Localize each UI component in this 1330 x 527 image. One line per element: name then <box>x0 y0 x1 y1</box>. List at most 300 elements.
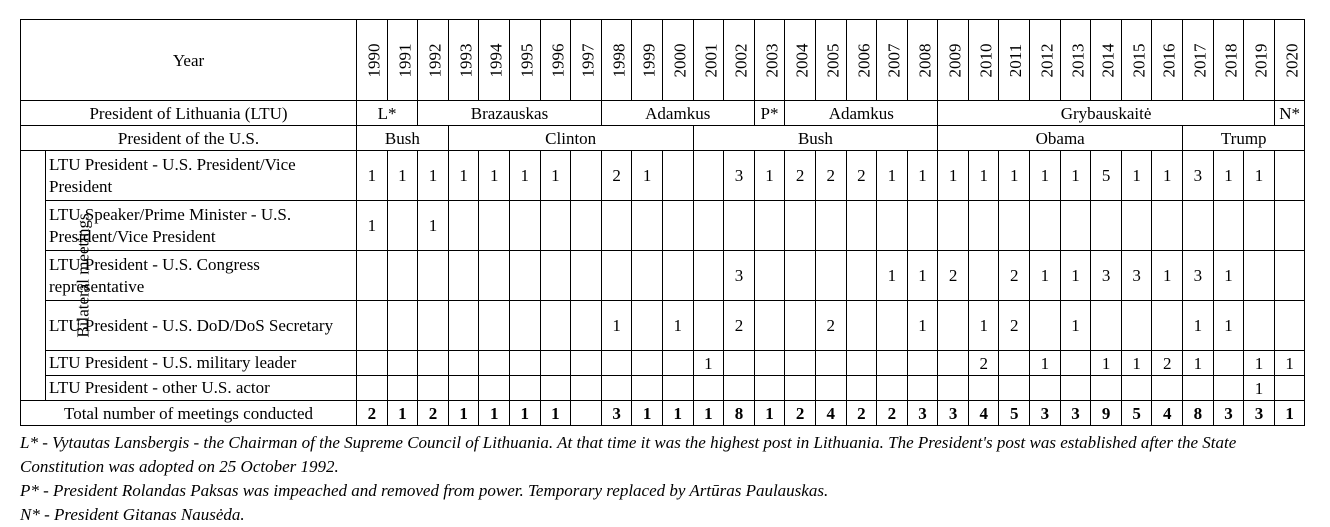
meeting-count <box>662 151 693 201</box>
meeting-count <box>479 376 510 401</box>
meeting-count <box>1274 301 1305 351</box>
meeting-count <box>999 376 1030 401</box>
year-label: 1997 <box>578 43 598 77</box>
meeting-category-label: LTU Speaker/Prime Minister - U.S. President/Vice President <box>46 201 357 251</box>
meeting-count <box>540 251 571 301</box>
meeting-count: 2 <box>999 251 1030 301</box>
year-cell <box>601 20 632 101</box>
meeting-count <box>693 151 724 201</box>
us-president-name: Clinton <box>448 126 693 151</box>
meeting-count: 1 <box>1030 251 1061 301</box>
meeting-count <box>785 251 816 301</box>
meeting-count <box>448 251 479 301</box>
year-cell <box>907 20 938 101</box>
year-cell <box>999 20 1030 101</box>
meeting-count <box>479 301 510 351</box>
meeting-count <box>754 251 785 301</box>
year-label: 1996 <box>548 43 568 77</box>
meeting-count <box>1244 301 1275 351</box>
year-label: 2015 <box>1129 43 1149 77</box>
meeting-count <box>601 251 632 301</box>
year-label: 2001 <box>701 43 721 77</box>
footnote-p-star: P* - President Rolandas Paksas was impeached and removed from power. Temporary replaced by Artūras Paulauskas. <box>20 481 829 500</box>
meeting-count <box>571 301 602 351</box>
meeting-count <box>907 201 938 251</box>
meeting-count: 1 <box>754 151 785 201</box>
meeting-count: 1 <box>968 301 999 351</box>
meeting-count <box>877 301 908 351</box>
meeting-count: 3 <box>1091 251 1122 301</box>
year-label: 1991 <box>395 43 415 77</box>
meeting-count: 1 <box>1121 151 1152 201</box>
year-cell <box>1121 20 1152 101</box>
meeting-count: 1 <box>1030 151 1061 201</box>
total-count: 1 <box>754 401 785 426</box>
meeting-count <box>724 351 755 376</box>
meeting-count <box>938 376 969 401</box>
meeting-count: 1 <box>1121 351 1152 376</box>
total-count: 5 <box>999 401 1030 426</box>
meeting-count: 1 <box>968 151 999 201</box>
total-count: 4 <box>968 401 999 426</box>
meeting-count <box>1213 201 1244 251</box>
meeting-count <box>1244 251 1275 301</box>
meeting-row <box>21 351 1305 376</box>
meeting-category-label: LTU President - U.S. President/Vice President <box>46 151 357 201</box>
meeting-count <box>357 301 388 351</box>
total-count: 2 <box>418 401 449 426</box>
meeting-count <box>357 251 388 301</box>
year-cell <box>785 20 816 101</box>
year-label: 2012 <box>1037 43 1057 77</box>
meeting-count <box>815 351 846 376</box>
meeting-count <box>1152 201 1183 251</box>
meeting-count <box>387 201 418 251</box>
meeting-count: 1 <box>1183 351 1214 376</box>
meeting-count: 3 <box>724 151 755 201</box>
meeting-count: 2 <box>815 151 846 201</box>
meeting-count: 1 <box>1152 151 1183 201</box>
meeting-count: 1 <box>540 151 571 201</box>
meeting-count <box>999 201 1030 251</box>
total-count: 3 <box>938 401 969 426</box>
meeting-count: 1 <box>1060 301 1091 351</box>
total-count: 3 <box>1213 401 1244 426</box>
year-cell <box>662 20 693 101</box>
year-cell <box>540 20 571 101</box>
meeting-count <box>448 351 479 376</box>
meeting-count <box>448 301 479 351</box>
year-label: 1990 <box>364 43 384 77</box>
meeting-count: 1 <box>1060 151 1091 201</box>
meeting-count <box>540 301 571 351</box>
meeting-count <box>540 351 571 376</box>
year-label: 2014 <box>1098 43 1118 77</box>
meeting-count <box>1244 201 1275 251</box>
meeting-count <box>693 201 724 251</box>
year-label: 2017 <box>1190 43 1210 77</box>
total-count: 1 <box>448 401 479 426</box>
meeting-count <box>877 376 908 401</box>
meeting-count: 2 <box>999 301 1030 351</box>
us-president-name: Bush <box>693 126 938 151</box>
year-label: 2007 <box>884 43 904 77</box>
meeting-count: 5 <box>1091 151 1122 201</box>
total-count: 2 <box>877 401 908 426</box>
ltu-president-name: N* <box>1274 101 1305 126</box>
meeting-count <box>754 376 785 401</box>
meeting-count <box>1183 201 1214 251</box>
meeting-count: 1 <box>877 251 908 301</box>
meeting-count <box>815 251 846 301</box>
year-cell <box>1152 20 1183 101</box>
year-label: 2002 <box>731 43 751 77</box>
meeting-count <box>1030 201 1061 251</box>
year-cell <box>571 20 602 101</box>
meeting-count: 2 <box>938 251 969 301</box>
year-cell <box>815 20 846 101</box>
meeting-count: 1 <box>1091 351 1122 376</box>
year-label: 2019 <box>1251 43 1271 77</box>
total-count: 8 <box>1183 401 1214 426</box>
meeting-count: 1 <box>1274 351 1305 376</box>
total-count: 3 <box>907 401 938 426</box>
meeting-count <box>509 201 540 251</box>
year-cell <box>877 20 908 101</box>
meeting-count: 1 <box>1060 251 1091 301</box>
meeting-count: 1 <box>907 151 938 201</box>
year-label: 1995 <box>517 43 537 77</box>
footnotes <box>20 431 1320 527</box>
us-president-name: Trump <box>1183 126 1305 151</box>
us-president-name: Bush <box>357 126 449 151</box>
meeting-count <box>1060 376 1091 401</box>
meeting-count <box>1030 376 1061 401</box>
year-label: 2005 <box>823 43 843 77</box>
meeting-count: 1 <box>418 151 449 201</box>
ltu-president-name: Brazauskas <box>418 101 602 126</box>
ltu-president-label: President of Lithuania (LTU) <box>21 101 357 126</box>
meeting-count <box>662 201 693 251</box>
meeting-count: 2 <box>846 151 877 201</box>
meeting-count <box>754 351 785 376</box>
total-count: 3 <box>1060 401 1091 426</box>
total-count: 1 <box>387 401 418 426</box>
meeting-count <box>418 301 449 351</box>
meeting-count <box>1091 201 1122 251</box>
meeting-count: 1 <box>938 151 969 201</box>
meeting-count <box>877 201 908 251</box>
meeting-count: 1 <box>448 151 479 201</box>
meeting-count <box>1121 301 1152 351</box>
meeting-count <box>1091 301 1122 351</box>
total-count: 1 <box>693 401 724 426</box>
meeting-count <box>1274 251 1305 301</box>
year-cell <box>846 20 877 101</box>
meeting-count <box>846 351 877 376</box>
footnote-l-star: L* - Vytautas Lansbergis - the Chairman of the Supreme Council of Lithuania. At that time it was the highest post in Lithuania. The President's post was established after the State Constitution was adopted on 25 October 1992. <box>20 433 1237 476</box>
meeting-count: 1 <box>999 151 1030 201</box>
year-row <box>21 20 1305 101</box>
meeting-count <box>1060 351 1091 376</box>
meeting-count <box>387 251 418 301</box>
year-cell <box>479 20 510 101</box>
year-cell <box>1030 20 1061 101</box>
meeting-row <box>21 376 1305 401</box>
year-label: 1994 <box>486 43 506 77</box>
year-cell <box>1091 20 1122 101</box>
year-label: 2018 <box>1221 43 1241 77</box>
meeting-count: 1 <box>1183 301 1214 351</box>
meeting-row <box>21 301 1305 351</box>
total-count: 1 <box>662 401 693 426</box>
meeting-count <box>1274 376 1305 401</box>
meeting-count: 2 <box>785 151 816 201</box>
meeting-count: 1 <box>479 151 510 201</box>
year-label: 1992 <box>425 43 445 77</box>
meeting-count <box>1030 301 1061 351</box>
year-label: 2010 <box>976 43 996 77</box>
meeting-count <box>540 376 571 401</box>
meeting-count: 3 <box>724 251 755 301</box>
meeting-count: 1 <box>357 151 388 201</box>
total-label: Total number of meetings conducted <box>21 401 357 426</box>
us-president-name: Obama <box>938 126 1183 151</box>
meeting-count: 3 <box>1183 151 1214 201</box>
meeting-count <box>785 376 816 401</box>
totals-row <box>21 401 1305 426</box>
meeting-category-label: LTU President - other U.S. actor <box>46 376 357 401</box>
meeting-category-label: LTU President - U.S. military leader <box>46 351 357 376</box>
meeting-count: 2 <box>601 151 632 201</box>
meeting-count <box>632 376 663 401</box>
meeting-count: 2 <box>815 301 846 351</box>
meeting-count <box>815 201 846 251</box>
meeting-count <box>509 301 540 351</box>
meeting-row <box>21 201 1305 251</box>
year-cell <box>387 20 418 101</box>
meeting-count <box>877 351 908 376</box>
meeting-count <box>418 351 449 376</box>
year-label: 2003 <box>762 43 782 77</box>
total-count <box>571 401 602 426</box>
us-president-label: President of the U.S. <box>21 126 357 151</box>
year-label: 2006 <box>854 43 874 77</box>
meeting-count: 2 <box>724 301 755 351</box>
meeting-count <box>601 201 632 251</box>
meeting-count <box>815 376 846 401</box>
year-cell <box>1060 20 1091 101</box>
year-cell <box>693 20 724 101</box>
meeting-count <box>418 376 449 401</box>
meeting-count <box>1183 376 1214 401</box>
us-president-row <box>21 126 1305 151</box>
year-label: 1998 <box>609 43 629 77</box>
meeting-count <box>1152 376 1183 401</box>
meeting-count <box>938 351 969 376</box>
meeting-count <box>968 376 999 401</box>
meeting-category-label: LTU President - U.S. Congress representative <box>46 251 357 301</box>
meeting-count: 1 <box>1244 376 1275 401</box>
year-label: 2009 <box>945 43 965 77</box>
year-cell <box>968 20 999 101</box>
meeting-count: 1 <box>357 201 388 251</box>
total-count: 2 <box>785 401 816 426</box>
meeting-count <box>662 351 693 376</box>
total-count: 1 <box>632 401 663 426</box>
meeting-count: 3 <box>1183 251 1214 301</box>
year-label: 1993 <box>456 43 476 77</box>
year-label: 2020 <box>1282 43 1302 77</box>
meeting-count <box>1060 201 1091 251</box>
year-label: 2013 <box>1068 43 1088 77</box>
total-count: 3 <box>1244 401 1275 426</box>
total-count: 5 <box>1121 401 1152 426</box>
footnote-n-star: N* - President Gitanas Nausėda. <box>20 505 245 524</box>
meeting-row <box>21 151 1305 201</box>
total-count: 3 <box>601 401 632 426</box>
year-cell <box>724 20 755 101</box>
year-cell <box>1244 20 1275 101</box>
meeting-count <box>968 201 999 251</box>
meeting-count <box>693 301 724 351</box>
meeting-count <box>1152 301 1183 351</box>
year-cell <box>418 20 449 101</box>
meeting-count <box>1121 201 1152 251</box>
meeting-count <box>632 301 663 351</box>
ltu-president-name: Grybauskaitė <box>938 101 1275 126</box>
year-cell <box>1274 20 1305 101</box>
year-cell <box>357 20 388 101</box>
total-count: 8 <box>724 401 755 426</box>
year-cell <box>448 20 479 101</box>
meeting-count <box>509 251 540 301</box>
meeting-count: 1 <box>907 251 938 301</box>
meeting-count <box>571 251 602 301</box>
year-header: Year <box>21 20 357 101</box>
meeting-count <box>999 351 1030 376</box>
meeting-count <box>724 201 755 251</box>
meeting-count <box>846 376 877 401</box>
year-cell <box>509 20 540 101</box>
year-label: 2011 <box>1006 43 1026 77</box>
meeting-count <box>907 376 938 401</box>
meeting-count <box>571 351 602 376</box>
meeting-count <box>662 376 693 401</box>
ltu-president-name: L* <box>357 101 418 126</box>
total-count: 2 <box>846 401 877 426</box>
meeting-count: 1 <box>1152 251 1183 301</box>
year-label: 1999 <box>639 43 659 77</box>
meeting-count: 1 <box>1244 151 1275 201</box>
year-cell <box>1183 20 1214 101</box>
meeting-count <box>1091 376 1122 401</box>
meeting-count: 1 <box>418 201 449 251</box>
meeting-count: 1 <box>1213 251 1244 301</box>
meeting-count <box>724 376 755 401</box>
total-count: 3 <box>1030 401 1061 426</box>
total-count: 1 <box>1274 401 1305 426</box>
meeting-count <box>387 376 418 401</box>
meeting-count <box>846 251 877 301</box>
meeting-count <box>754 201 785 251</box>
meeting-count <box>509 351 540 376</box>
meeting-count <box>1274 201 1305 251</box>
meeting-count: 1 <box>693 351 724 376</box>
ltu-president-name: P* <box>754 101 785 126</box>
meeting-count <box>785 351 816 376</box>
meeting-count <box>571 376 602 401</box>
meeting-count <box>632 351 663 376</box>
total-count: 1 <box>479 401 510 426</box>
year-cell <box>1213 20 1244 101</box>
meeting-count <box>938 301 969 351</box>
meeting-count <box>540 201 571 251</box>
meeting-count: 1 <box>1213 301 1244 351</box>
meeting-count <box>418 251 449 301</box>
meeting-count <box>693 376 724 401</box>
meeting-count <box>907 351 938 376</box>
meeting-count <box>601 376 632 401</box>
ltu-president-name: Adamkus <box>785 101 938 126</box>
meeting-count <box>1274 151 1305 201</box>
group-label-text: Bilateral meetings <box>73 213 93 338</box>
total-count: 9 <box>1091 401 1122 426</box>
bilateral-meetings-group-label <box>21 151 93 401</box>
meeting-count: 1 <box>662 301 693 351</box>
year-label: 2016 <box>1159 43 1179 77</box>
meeting-count: 1 <box>509 151 540 201</box>
meeting-count <box>754 301 785 351</box>
meeting-count <box>968 251 999 301</box>
meeting-count <box>1213 376 1244 401</box>
meeting-count: 2 <box>1152 351 1183 376</box>
meeting-count: 1 <box>601 301 632 351</box>
meeting-count: 1 <box>1213 151 1244 201</box>
meeting-count <box>601 351 632 376</box>
meeting-count <box>448 201 479 251</box>
meetings-table <box>20 19 1305 426</box>
total-count: 2 <box>357 401 388 426</box>
meeting-count: 1 <box>1030 351 1061 376</box>
total-count: 1 <box>540 401 571 426</box>
year-cell <box>938 20 969 101</box>
meeting-count <box>357 376 388 401</box>
meeting-count <box>479 251 510 301</box>
meeting-count <box>1121 376 1152 401</box>
total-count: 1 <box>509 401 540 426</box>
meeting-count <box>571 151 602 201</box>
meeting-count <box>509 376 540 401</box>
year-label: 2008 <box>915 43 935 77</box>
meeting-count: 1 <box>632 151 663 201</box>
meeting-count <box>1213 351 1244 376</box>
meeting-count: 1 <box>877 151 908 201</box>
ltu-president-name: Adamkus <box>601 101 754 126</box>
meeting-count: 3 <box>1121 251 1152 301</box>
year-label: 2000 <box>670 43 690 77</box>
meeting-count <box>479 201 510 251</box>
ltu-president-row <box>21 101 1305 126</box>
year-cell <box>632 20 663 101</box>
meeting-row <box>21 251 1305 301</box>
meeting-count <box>479 351 510 376</box>
meeting-count <box>785 201 816 251</box>
meeting-count: 1 <box>907 301 938 351</box>
year-cell <box>754 20 785 101</box>
meeting-count <box>846 201 877 251</box>
meeting-count <box>693 251 724 301</box>
